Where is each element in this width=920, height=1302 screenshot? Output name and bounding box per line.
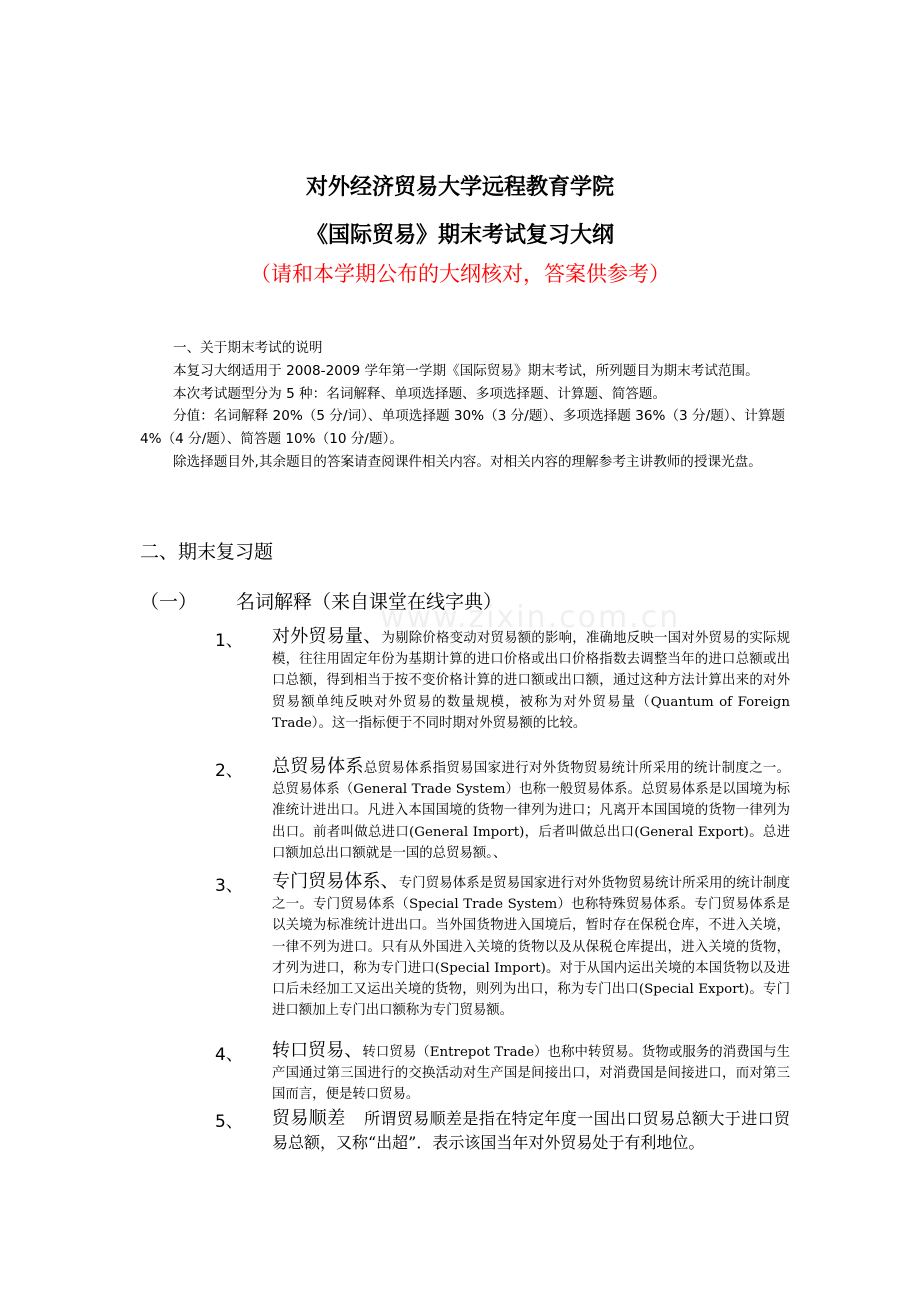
term-name: 贸易顺差: [272, 1108, 346, 1129]
term-definition: 转口贸易（Entrepot Trade）也称中转贸易。货物或服务的消费国与生产国通过第三国进行的交换活动对生产国是间接出口，对消费国是间接进口，而对第三国而言，便是转口贸易。: [272, 1045, 791, 1103]
document-subtitle: 《国际贸易》期末考试复习大纲: [305, 223, 614, 248]
term-separator: 、: [380, 871, 399, 892]
term-definition-item: [215, 756, 790, 864]
instruction-paragraph: 分值：名词解释 20%（5 分/词）、单项选择题 30%（3 分/题）、多项选择题 36%（3 分/题）、计算题 4%（4 分/题）、简答题 10%（10 分/题）。: [140, 408, 785, 448]
document-note: （请和本学期公布的大纲核对，答案供参考）: [250, 262, 670, 286]
term-definition-item: [215, 871, 790, 1021]
term-name: 对外贸易量: [272, 626, 364, 647]
instruction-paragraph: 本次考试题型分为 5 种：名词解释、单项选择题、多项选择题、计算题、简答题。: [173, 385, 667, 402]
watermark: www.zixin.com.cn: [380, 600, 681, 635]
document-title: 对外经济贸易大学远程教育学院: [305, 175, 614, 200]
item-number: 3、: [215, 876, 243, 896]
term-definition: 所谓贸易顺差是指在特定年度一国出口贸易总额大于进口贸易总额，又称“出超”．表示该国当年对外贸易处于有利地位。: [272, 1109, 791, 1152]
term-definition-item: [215, 1040, 790, 1106]
term-separator: 、: [363, 626, 382, 647]
item-number: 2、: [215, 761, 243, 781]
term-definition: 总贸易体系指贸易国家进行对外货物贸易统计所采用的统计制度之一。总贸易体系（General Trade System）也称一般贸易体系。总贸易体系是以国境为标准统计进出口。凡进入本国国境的货物一律列为进口；凡离开本国国境的货物一律列为出口。前者叫做总进口(General Import)，后者叫做总出口(General Export)。总进口额加总出口额就是一国的总贸易额。、: [272, 761, 790, 861]
term-name: 转口贸易: [272, 1040, 345, 1061]
instruction-paragraph: 除选择题目外,其余题目的答案请查阅课件相关内容。对相关内容的理解参考主讲教师的授课光盘。: [173, 453, 762, 470]
subsection-label: （一）: [140, 591, 198, 613]
term-separator: 、: [344, 1040, 363, 1061]
section2-heading: 二、期末复习题: [140, 541, 274, 563]
item-number: 5、: [215, 1112, 243, 1132]
term-definition-item: [215, 1107, 790, 1155]
instruction-paragraph: 本复习大纲适用于 2008-2009 学年第一学期《国际贸易》期末考试，所列题目为期末考试范围。: [173, 362, 759, 379]
term-definition: 专门贸易体系是贸易国家进行对外货物贸易统计所采用的统计制度之一。专门贸易体系（Special Trade System）也称特殊贸易体系。专门贸易体系是以关境为标准统计进出口。当外国货物进入国境后，暂时存在保税仓库，不进入关境，一律不列为进口。只有从外国进入关境的货物以及从保税仓库提出，进入关境的货物，才列为进口，称为专门进口(Special Import)。对于从国内运出关境的本国货物以及进口后未经加工又运出关境的货物，则列为出口，称为专门出口(Special Export)。专门进口额加上专门出口额称为专门贸易额。: [272, 876, 791, 1019]
item-number: 4、: [215, 1045, 243, 1065]
item-number: 1、: [215, 631, 243, 651]
term-name: 专门贸易体系: [272, 871, 381, 892]
term-definition-item: [215, 626, 790, 734]
exam-instructions: [140, 337, 785, 474]
term-separator: [346, 1108, 364, 1129]
term-name: 总贸易体系: [272, 756, 364, 777]
section1-heading: 一、关于期末考试的说明: [173, 340, 323, 356]
subsection-title: 名词解释（来自课堂在线字典）: [236, 591, 503, 613]
term-definition: 为剔除价格变动对贸易额的影响，准确地反映一国对外贸易的实际规模，往往用固定年份为基期计算的进口价格或出口价格指数去调整当年的进口总额或出口总额，得到相当于按不变价格计算的进口额或出口额，通过这种方法计算出来的对外贸易额单纯反映对外贸易的数量规模，被称为对外贸易量（Quantum of Foreign Trade）。这一指标便于不同时期对外贸易额的比较。: [272, 631, 791, 731]
